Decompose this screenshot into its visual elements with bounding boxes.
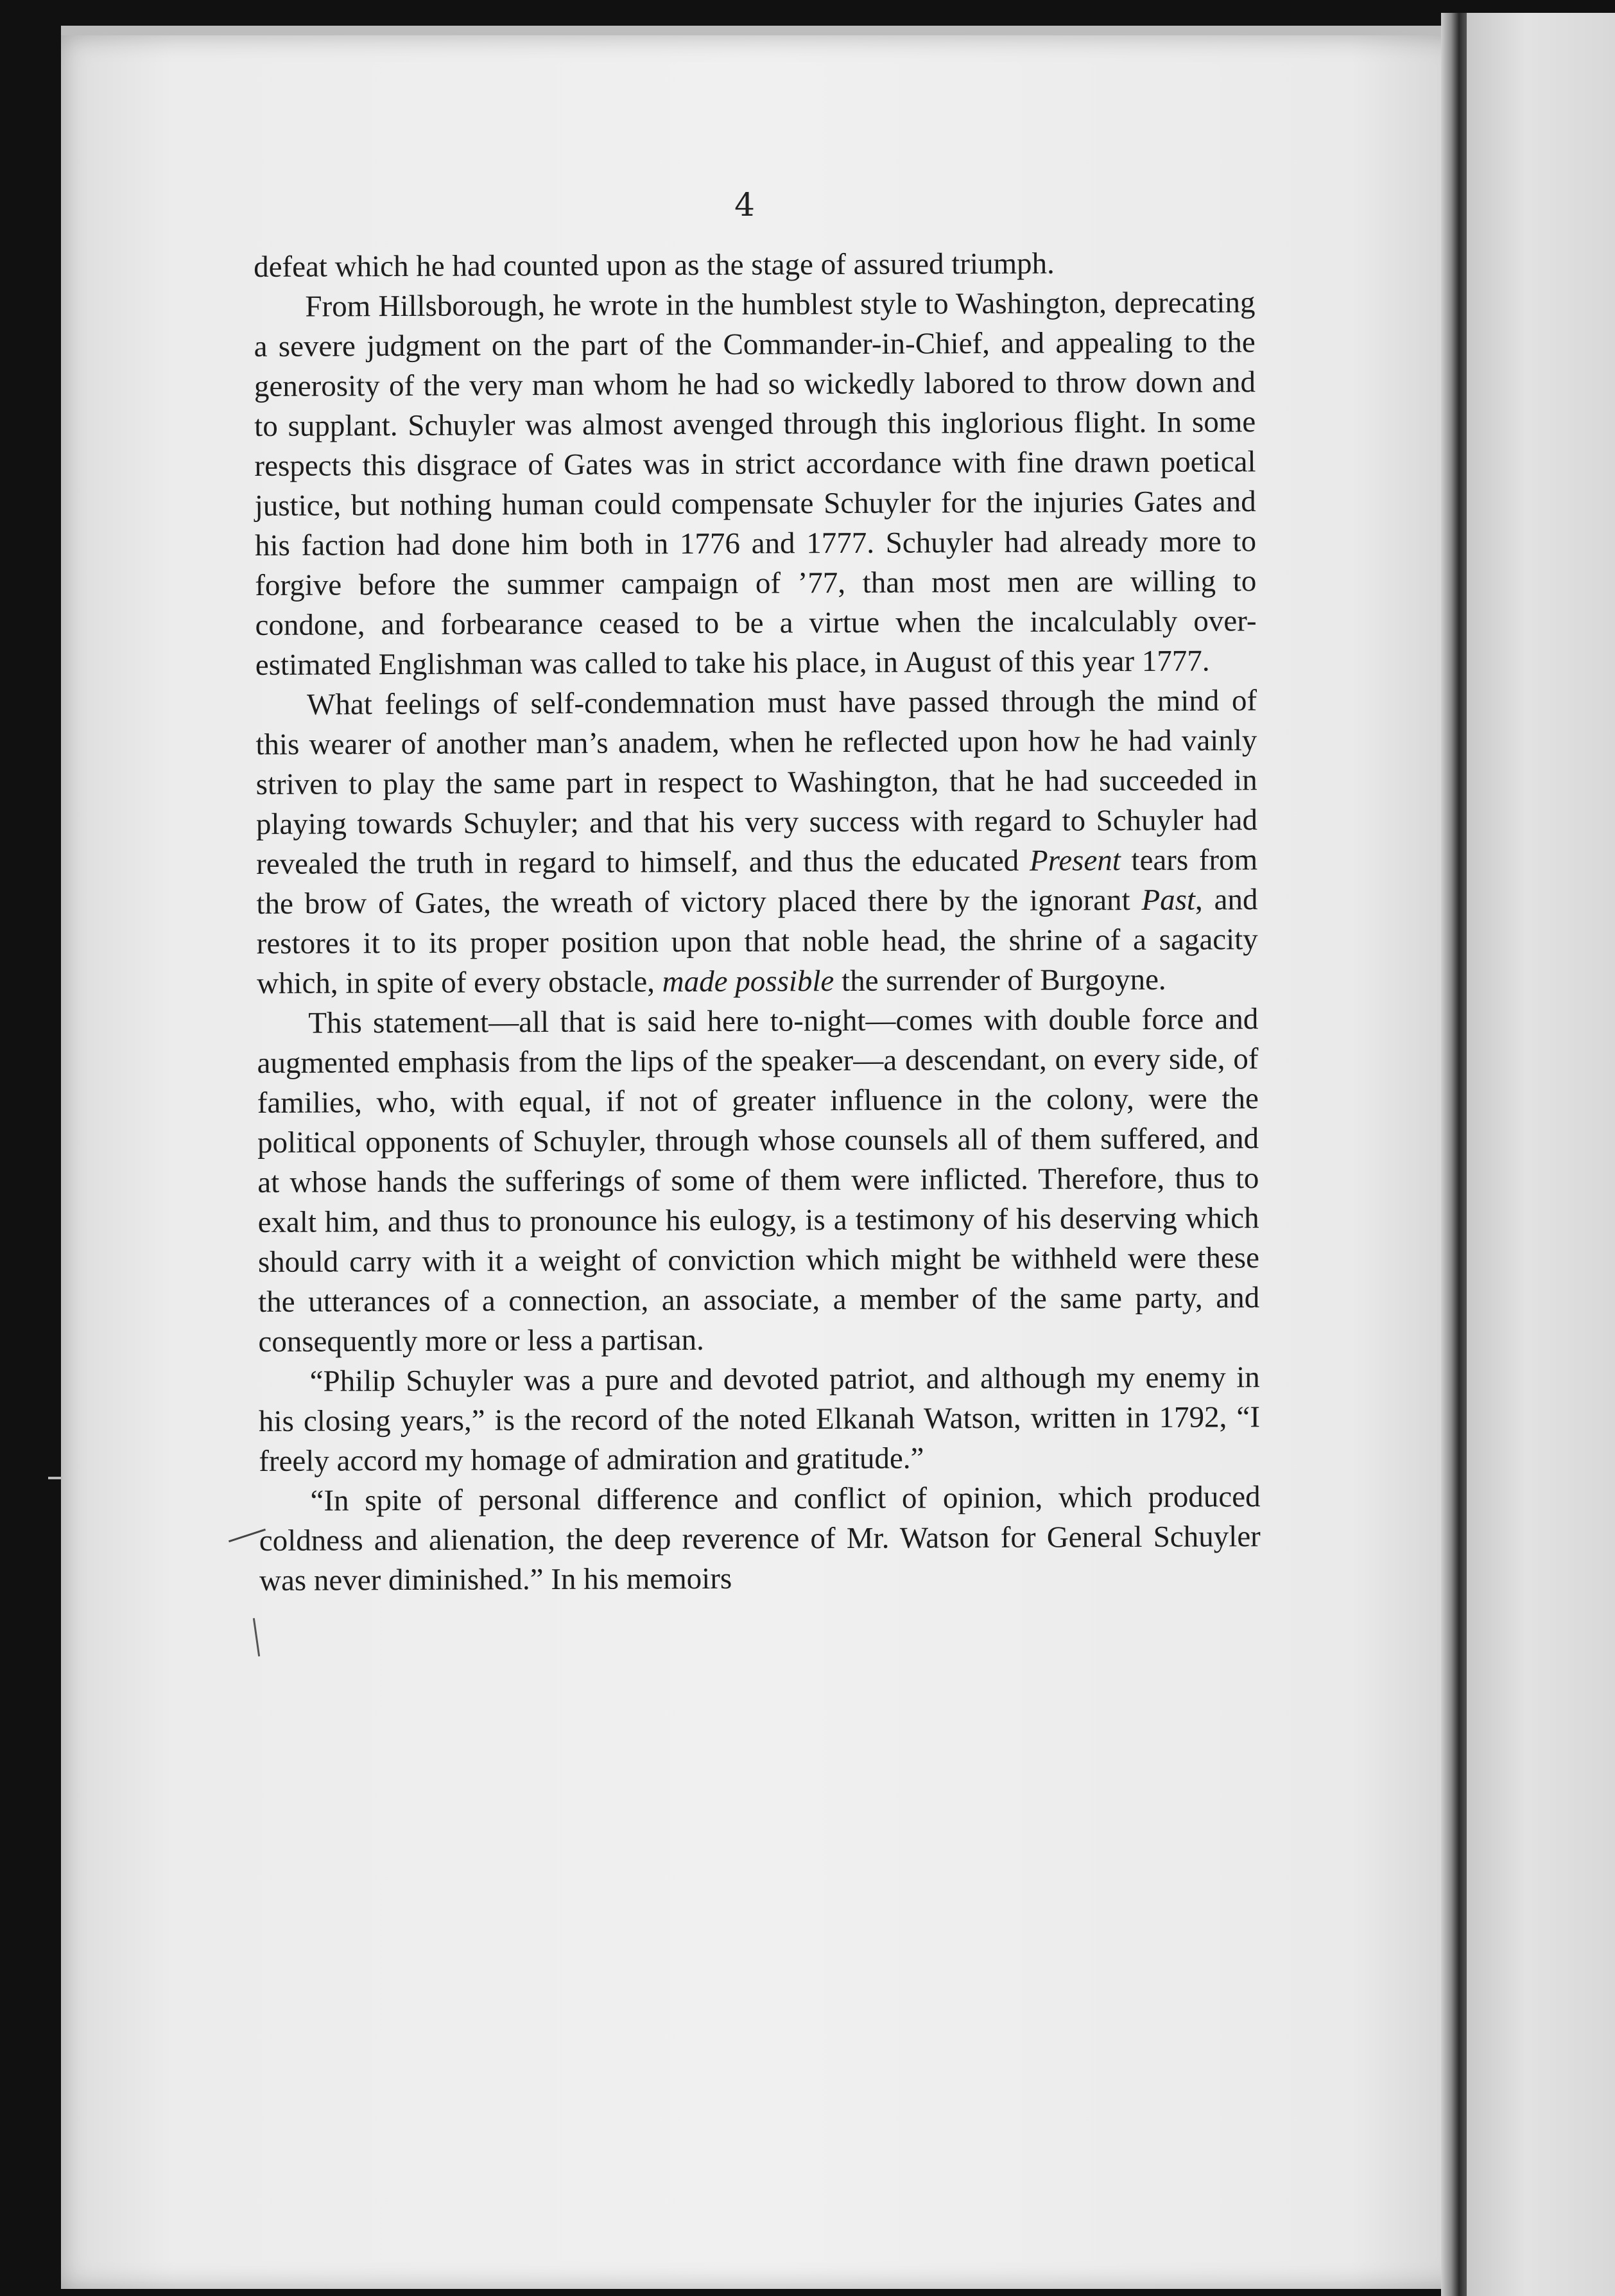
paragraph [257,999,1259,1362]
text-run: What feelings of self-condemnation must have passed through the mind of this wearer of another man’s anadem, when he reflected upon how he had vainly striven to play the same part in respect to Washington, that he had succeeded in playing towards Schuyler; and that his very success with regard to Schuyler had revealed the truth in regard to himself, and thus the educated [255,684,1258,881]
text-run: From Hillsborough, he wrote in the humblest style to Washington, deprecating a severe judgment on the part of the Commander-in-Chief, and appealing to the generosity of the very man whom he had so wickedly labored to throw down and to supplant. Schuyler was almost avenged through this inglorious flight. In some respects this disgrace of Gates was in strict accordance with fine drawn poetical justice, but nothing human could compensate Schuyler for the injuries Gates and his faction had done him both in 1776 and 1777. Schuyler had already more to forgive before the summer campaign of ’77, than most men are willing to condone, and forbearance ceased to be a virtue when the incalculably over-estimated Englishman was called to take his place, in August of this year 1777. [254,286,1257,682]
paragraph [254,283,1257,685]
page-number: 4 [734,186,755,223]
paragraph [254,243,1255,287]
italic-text: Present [1029,844,1121,878]
text-run: , and restores it to its proper position upon that noble head, the shrine of a sagacity which, in spite of every obstacle, [256,883,1258,1000]
facing-page-edge [1467,13,1615,2296]
body-text [254,243,1261,1601]
text-run: the surrender of Burgoyne. [834,962,1166,998]
italic-text: Past [1141,883,1196,917]
margin-mark [48,1477,62,1479]
text-run: “In spite of personal difference and conflict of opinion, which produced coldness and alienation, the deep reverence of Mr. Watson for General Schuyler was never diminished.” In his memoirs [259,1480,1261,1597]
text-run: defeat which he had counted upon as the stage of assured triumph. [254,247,1055,284]
paragraph [259,1357,1261,1481]
text-run: “Philip Schuyler was a pure and devoted patriot, and although my enemy in his closing years,” is the record of the noted Elkanah Watson, written in 1792, “I freely accord my homage of admiration and gratitude.” [258,1361,1261,1478]
book-spine [1441,13,1467,2296]
text-run: tears from the brow of Gates, the wreath of victory placed there by the ignorant [256,843,1258,921]
paragraph [255,681,1258,1004]
italic-text: made possible [662,964,834,999]
text-run: This statement—all that is said here to-night—comes with double force and augmented emphasis from the lips of the speaker—a descendant, on every side, of families, who, with equal, if not of greater influence in the colony, were the political opponents of Schuyler, through whose counsels all of them suffered, and at whose hands the sufferings of some of them were inflicted. Therefore, thus to exalt him, and thus to pronounce his eulogy, is a testimony of his deserving which should carry with it a weight of conviction which might be withheld were these the utterances of a connection, an associate, a member of the same party, and consequently more or less a partisan. [257,1002,1260,1359]
paragraph [259,1477,1261,1601]
